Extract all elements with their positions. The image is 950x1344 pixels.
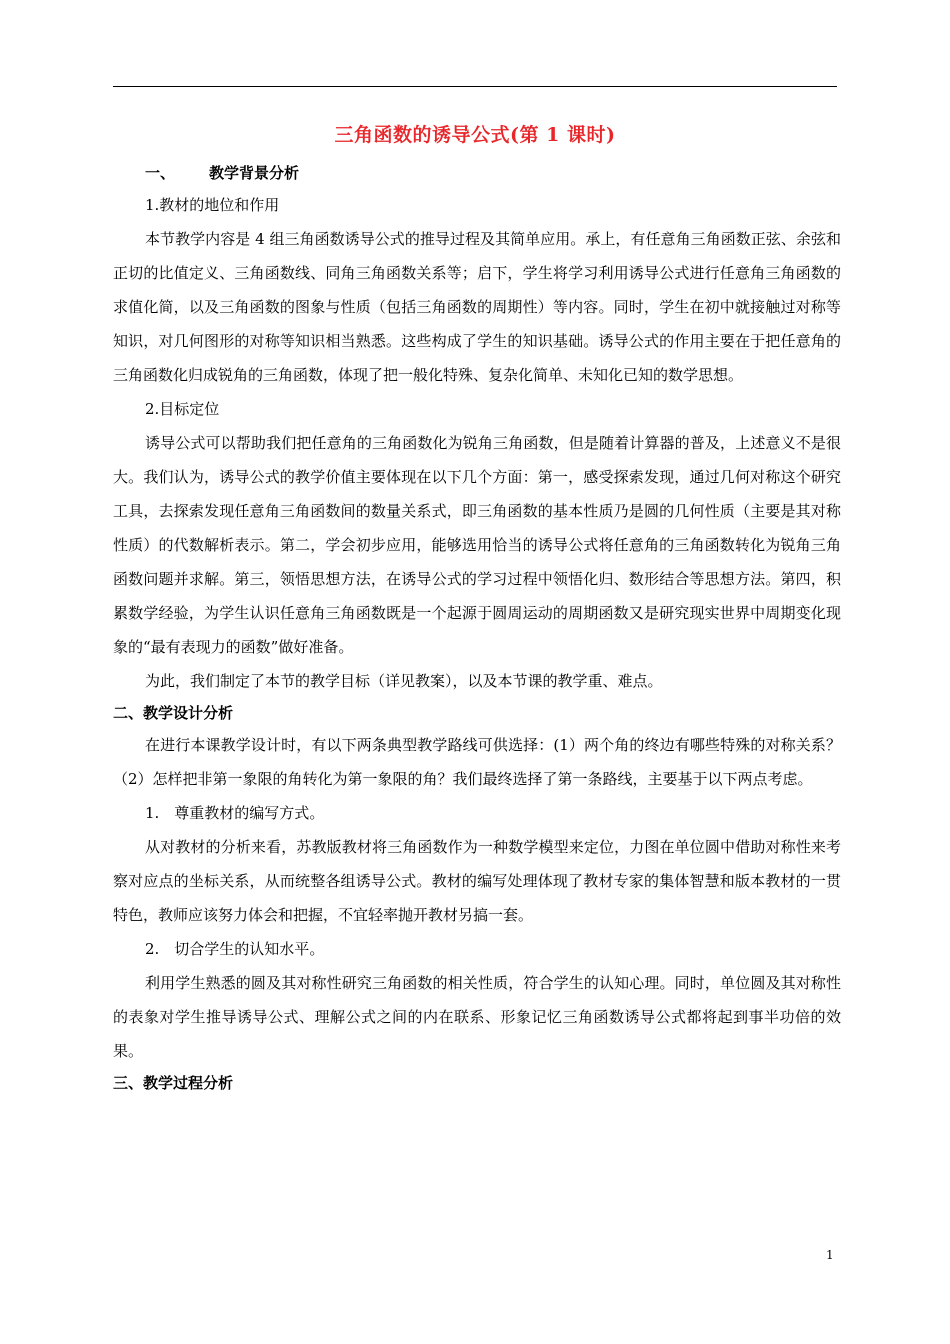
paragraph: 在进行本课教学设计时，有以下两条典型教学路线可供选择：(1）两个角的终边有哪些特殊的对称关系？（2）怎样把非第一象限的角转化为第一象限的角？我们最终选择了第一条路线，主要基于以下两点考虑。	[113, 736, 841, 788]
document-body	[113, 158, 841, 1098]
section-2-heading: 二、教学设计分析	[113, 704, 234, 722]
subsection-1-2-heading: 2.目标定位	[145, 400, 220, 418]
paragraph: 诱导公式可以帮助我们把任意角的三角函数化为锐角三角函数，但是随着计算器的普及，上述意义不是很大。我们认为，诱导公式的教学价值主要体现在以下几个方面：第一，感受探索发现，通过几何对称这个研究工具，去探索发现任意角三角函数间的数量关系式，即三角函数的基本性质乃是圆的几何性质（主要是其对称性质）的代数解析表示。第二，学会初步应用，能够选用恰当的诱导公式将任意角的三角函数转化为锐角三角函数问题并求解。第三，领悟思想方法，在诱导公式的学习过程中领悟化归、数形结合等思想方法。第四，积累数学经验，为学生认识任意角三角函数既是一个起源于圆周运动的周期函数又是研究现实世界中周期变化现象的“最有表现力的函数”做好准备。	[113, 434, 841, 656]
section-1-heading	[113, 158, 841, 188]
subsection-1-1-heading: 1.教材的地位和作用	[145, 196, 280, 214]
paragraph: 从对教材的分析来看，苏教版教材将三角函数作为一种数学模型来定位，力图在单位圆中借助对称性来考察对应点的坐标关系，从而统整各组诱导公式。教材的编写处理体现了教材专家的集体智慧和版本教材的一贯特色，教师应该努力体会和把握，不宜轻率抛开教材另搞一套。	[113, 838, 841, 924]
paragraph: 利用学生熟悉的圆及其对称性研究三角函数的相关性质，符合学生的认知心理。同时，单位圆及其对称性的表象对学生推导诱导公式、理解公式之间的内在联系、形象记忆三角函数诱导公式都将起到事半功倍的效果。	[113, 974, 841, 1060]
paragraph: 为此，我们制定了本节的教学目标（详见教案），以及本节课的教学重、难点。	[145, 672, 663, 690]
section-1-number: 一、	[145, 164, 176, 182]
subsection-2-2-heading: 2. 切合学生的认知水平。	[145, 940, 325, 958]
document-title: 三角函数的诱导公式(第 1 课时)	[334, 124, 616, 146]
subsection-2-1-heading: 1. 尊重教材的编写方式。	[145, 804, 325, 822]
header-rule	[113, 86, 837, 87]
paragraph: 本节教学内容是 4 组三角函数诱导公式的推导过程及其简单应用。承上，有任意角三角函数正弦、余弦和正切的比值定义、三角函数线、同角三角函数关系等；启下，学生将学习利用诱导公式进行任意角三角函数的求值化简，以及三角函数的图象与性质（包括三角函数的周期性）等内容。同时，学生在初中就接触过对称等知识，对几何图形的对称等知识相当熟悉。这些构成了学生的知识基础。诱导公式的作用主要在于把任意角的三角函数化归成锐角的三角函数，体现了把一般化特殊、复杂化简单、未知化已知的数学思想。	[113, 230, 841, 384]
section-1-title: 教学背景分析	[209, 164, 300, 182]
page-number: 1	[826, 1248, 834, 1262]
section-3-heading: 三、教学过程分析	[113, 1074, 234, 1092]
